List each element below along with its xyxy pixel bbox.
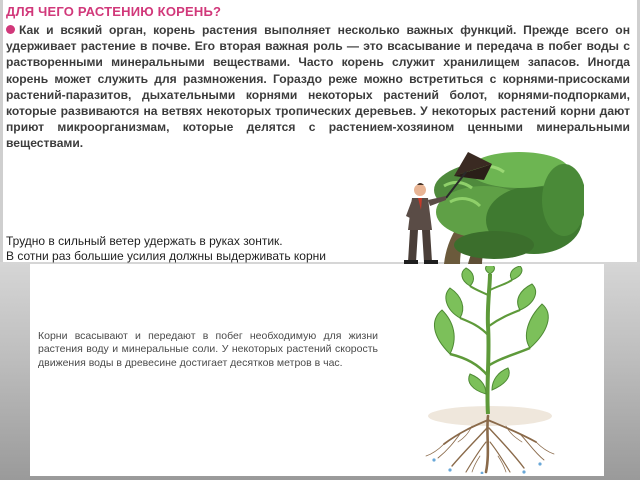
wind-caption [6,234,386,264]
umbrella-wind-illustration [384,150,584,264]
plant-with-roots-illustration [420,266,560,474]
main-paragraph [6,22,630,152]
page-title: ДЛЯ ЧЕГО РАСТЕНИЮ КОРЕНЬ? [6,4,222,19]
soil-line [428,406,552,426]
plant-stem [450,274,530,414]
wind-caption-line-1: Трудно в сильный ветер удержать в руках зонтик. [6,234,283,248]
wind-blown-tree [434,152,584,264]
wind-caption-line-2: В сотни раз большие усилия должны выдерживать корни [6,249,326,263]
roots-caption: Корни всасывают и передают в побег необходимую для жизни растения воду и минеральные соли. У некоторых растений скорость движения воды в древесине достигает десятков метров в час. [38,330,378,369]
bullet-dot-icon [6,25,15,34]
main-paragraph-text: Как и всякий орган, корень растения выполняет несколько важных функций. Прежде всего он удерживает растение в почве. Его вторая важная роль — это всасывание и передача в побег воды с растворенными минеральными веществами. Часто корень служит хранилищем запасов. Иногда корень может служить для размножения. Гораздо реже можно встретиться с корнями-присосками растений-паразитов, дыхательными корнями некоторых растений болот, корнями-подпорками, которые развиваются на ветвях некоторых тропических деревьев. У некоторых растений корни дают приют микроорганизмам, которые делятся с растением-хозяином ценными минеральными веществами. [6,23,630,151]
left-border [0,0,3,262]
